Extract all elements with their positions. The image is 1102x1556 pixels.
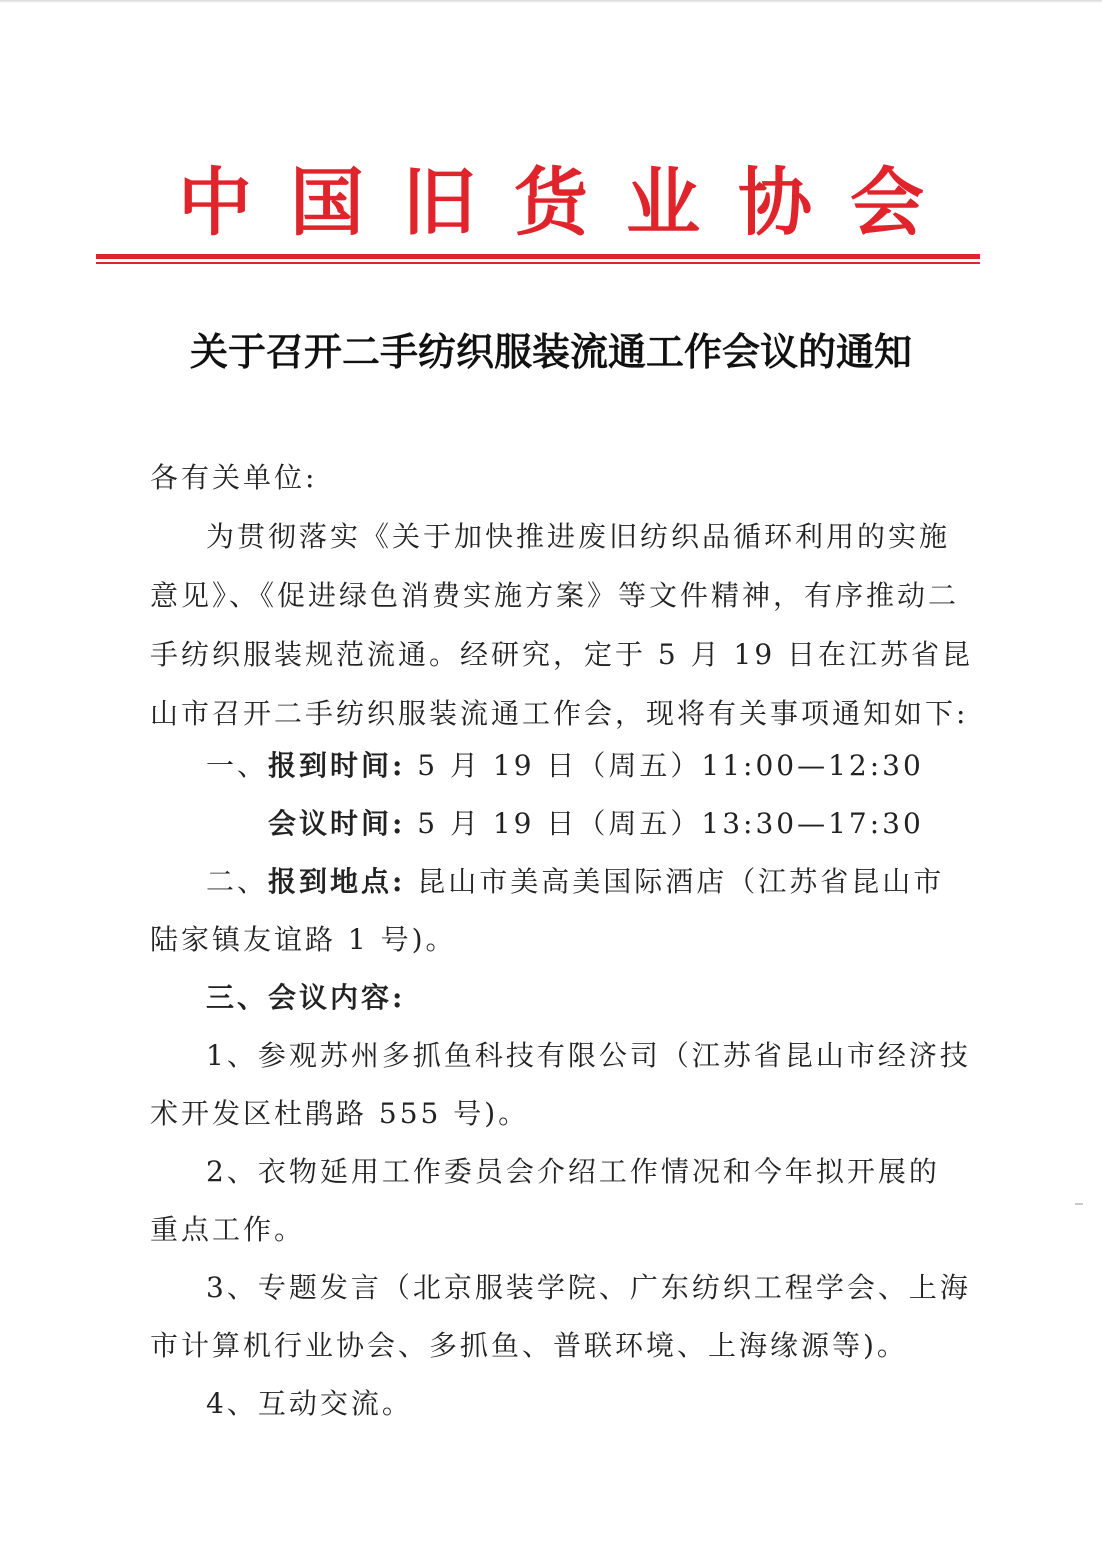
section-1-registration-time bbox=[206, 744, 976, 788]
letterhead-red-rule bbox=[96, 254, 980, 259]
intro-line-4: 山市召开二手纺织服装流通工作会，现将有关事项通知如下: bbox=[150, 697, 969, 730]
section-1-prefix: 一、 bbox=[206, 749, 269, 782]
item-4: 4、互动交流。 bbox=[206, 1387, 413, 1420]
intro-line-3: 手纺织服装规范流通。经研究，定于 5 月 19 日在江苏省昆 bbox=[150, 638, 974, 671]
item-1-cont: 术开发区杜鹃路 555 号)。 bbox=[150, 1097, 530, 1130]
item-2-cont: 重点工作。 bbox=[150, 1213, 306, 1246]
scan-mark bbox=[1075, 1203, 1083, 1205]
intro-line-1: 为贯彻落实《关于加快推进废旧纺织品循环利用的实施 bbox=[206, 520, 951, 553]
section-2-prefix: 二、 bbox=[206, 865, 269, 898]
letterhead-text: 中国旧货业协会 bbox=[178, 160, 962, 246]
section-2-label: 报到地点: bbox=[268, 865, 406, 898]
section-2-value: 昆山市美高美国际酒店（江苏省昆山市 bbox=[405, 865, 945, 898]
section-1b-value: 5 月 19 日（周五）13:30—17:30 bbox=[405, 807, 924, 840]
page-top-edge bbox=[0, 0, 1102, 3]
section-3-label: 三、会议内容: bbox=[206, 981, 406, 1014]
intro-line-2: 意见》、《促进绿色消费实施方案》等文件精神，有序推动二 bbox=[150, 579, 960, 612]
letterhead-red-rule-thin bbox=[96, 262, 980, 264]
item-1: 1、参观苏州多抓鱼科技有限公司（江苏省昆山市经济技 bbox=[206, 1039, 971, 1072]
section-1b-label: 会议时间: bbox=[268, 807, 406, 840]
document-title: 关于召开二手纺织服装流通工作会议的通知 bbox=[189, 329, 912, 374]
section-1-meeting-time bbox=[268, 802, 1038, 846]
section-1-label: 报到时间: bbox=[268, 749, 406, 782]
section-2-location bbox=[206, 860, 976, 904]
section-2-location-cont: 陆家镇友谊路 1 号)。 bbox=[150, 923, 457, 956]
item-3: 3、专题发言（北京服装学院、广东纺织工程学会、上海 bbox=[206, 1271, 971, 1304]
section-3-heading bbox=[206, 976, 976, 1020]
letterhead-org-name bbox=[0, 158, 1102, 248]
section-1-value: 5 月 19 日（周五）11:00—12:30 bbox=[405, 749, 924, 782]
item-3-cont: 市计算机行业协会、多抓鱼、普联环境、上海缘源等)。 bbox=[150, 1329, 908, 1362]
item-2: 2、衣物延用工作委员会介绍工作情况和今年拟开展的 bbox=[206, 1155, 940, 1188]
salutation: 各有关单位: bbox=[150, 461, 318, 494]
